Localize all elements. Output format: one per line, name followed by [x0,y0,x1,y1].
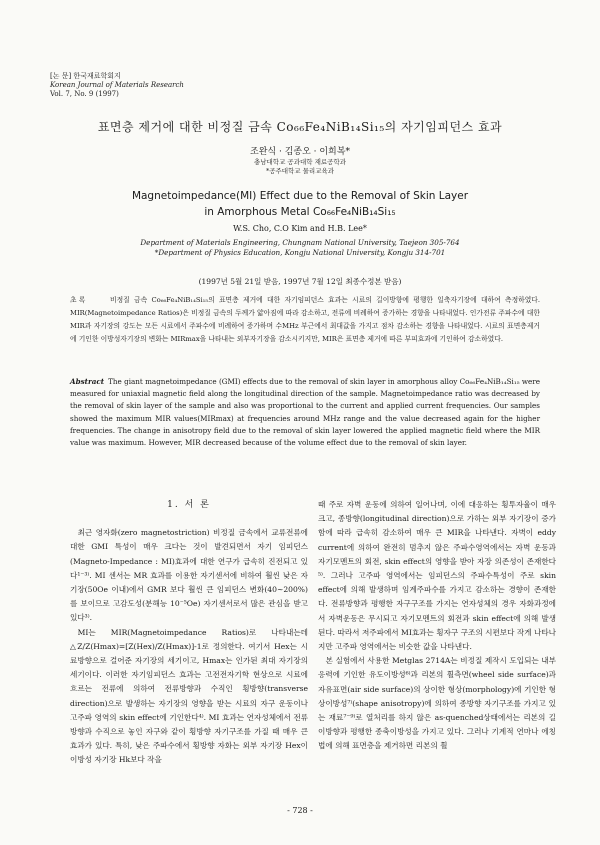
abstract-en-label: Abstract [70,377,105,386]
title-en-line2: in Amorphous Metal Co₆₆Fe₄NiB₁₄Si₁₅ [204,206,396,218]
journal-header-line3: Vol. 7, No. 9 (1997) [50,90,119,98]
page-number: - 728 - [287,806,313,815]
affiliations-korean [0,158,600,176]
affiliation-ko-1: 충남대학교 공과대학 재료공학과 [253,158,347,166]
authors-english: W.S. Cho, C.O Kim and H.B. Lee* [233,224,367,233]
abstract-en-text: The giant magnetoimpedance (GMI) effects due to the removal of skin layer in amorphous alloy Co₆₆Fe₄NiB₁₄Si₁₅ were measured for uniaxial magnetic field along the longitudinal direction of the sample. Magnetoimpedance ratio was decreased by the removal of skin layer of the sample and also was proportional to the current and applied current frequencies. Our samples showed the maximum MIR values(MIRmax) at frequencies around MHz range and the value decreased again for the higher frequencies. The change in anisotropy field due to the removal of skin layer lowered the applied magnetic field where the MIR value was maximum. However, MIR decreased because of the volume effect due to the removal of skin layer. [70,377,540,448]
affiliation-en-2: *Department of Physics Education, Kongju National University, Kongju 314-701 [154,248,446,257]
journal-header [50,72,184,99]
authors-korean: 조완식 · 김종오 · 이희복* [250,147,350,157]
abstract-ko-label: 초 록 [70,296,86,304]
title-english [0,188,600,220]
abstract-korean [70,294,540,346]
abstract-english [70,376,540,449]
body-column-left [70,498,308,768]
paragraph: 본 실험에서 사용한 Metglas 2714A는 비정질 제작시 도입되는 내부응력에 기인한 유도이방성⁶⁾과 리본의 휠측면(wheel side surface)과 자유표면(air side surface)의 상이한 형상(morphology)에 기인한 형상이방성⁷⁾(shape anisotropy)에 의하여 종방향 자기구조를 가지고 있는 재료⁷⁻⁹⁾로 열처리를 하지 않은 as-quenched상태에서는 리본의 길이방향과 평행한 종축이방성을 가지고 있다. 그러나 기계적 연마나 에칭법에 의해 표면층을 제거하면 리본의 휠 [318,656,556,751]
affiliations-english [0,238,600,258]
paragraph: MI는 MIR(Magnetoimpedance Ratios)로 나타내는데 △Z/Z(Hmax)=[Z(Hex)/Z(Hmax)]-1로 정의한다. 여기서 Hex는 시료방향으로 걸어준 자기장의 세기이고, Hmax는 인가된 최대 자기장의 세기이다. 이러한 자기임피던스 효과는 고전전자기학 현상으로 시료에 흐르는 전류에 의하여 전류방향과 수직인 횡방향(transverse direction)으로 발생하는 자기장의 영향을 받는 시료의 자구 운동이나 고주파 영역의 skin effect에 기인한다⁴⁾. MI 효과는 연자성체에서 전류방향과 수직으로 놓인 자구와 같이 횡방향 자기구조를 가질 때 매우 큰 효과가 있다. 특히, 낮은 주파수에서 횡방향 자화는 외부 자기장 Hex이 이방성 자기장 Hk보다 작을 [70,627,308,765]
title-korean: 표면층 제거에 대한 비정질 금속 Co₆₆Fe₄NiB₁₄Si₁₅의 자기임피던스 효과 [97,120,503,134]
journal-header-line2: Korean Journal of Materials Research [50,81,184,89]
paragraph: 때 주로 자벽 운동에 의하여 일어나며, 이에 대응하는 횡투자율이 매우 크고, 종방향(longitudinal direction)으로 가하는 외부 자기장이 증가함에 따라 급속히 감소하여 매우 큰 MIR을 나타낸다. 자벽이 eddy current에 의하여 완전히 멈추지 않은 주파수영역에서는 자벽 운동과 자기모멘트의 회전, skin effect의 영향을 받아 자장 의존성이 존재한다⁵⁾. 그러나 고주파 영역에서는 임피던스의 주파수특성이 주로 skin effect에 의해 발생하며 임계주파수를 가지고 감소하는 경향이 존재한다. 전류방향과 평행한 자구구조를 가지는 연자성체의 경우 자화과정에서 자벽운동은 무시되고 자기모멘트의 회전과 skin effect에 의해 발생된다. 따라서 저주파에서 MI효과는 횡자구 구조의 시편보다 작게 나타나지만 고주파 영역에서는 비슷한 값을 나타낸다. [318,500,556,652]
received-dates: (1997년 5월 21일 받음, 1997년 7월 12일 최종수정본 받음) [198,277,402,286]
abstract-ko-text: 비정질 금속 Co₆₆Fe₄NiB₁₄Si₁₅의 표면층 제거에 대한 자기임피던스 효과는 시료의 길이방향에 평행한 일축자기장에 대하여 측정하였다. MIR(Magnetoimpedance Ratios)은 비정질 금속의 두께가 얇아짐에 따라 감소하고, 전류에 비례하여 증가하는 경향을 나타내었다. 인가전류 주파수에 대한 MIR과 자기장의 강도는 모든 시료에서 주파수에 비례하여 증가하며 수MHz 부근에서 최대값을 가지고 점차 감소하는 경향을 나타내었다. 시료의 표면층제거에 기인한 이방성자기장의 변화는 MIRmax을 나타내는 외부자기장을 감소시키지만, MIR은 표면층 제거에 따른 부피효과에 기인하여 감소하였다. [70,296,540,343]
section-heading: 1. 서 론 [167,500,211,510]
affiliation-ko-2: *공주대학교 물리교육과 [265,167,335,175]
affiliation-en-1: Department of Materials Engineering, Chungnam National University, Taejeon 305-764 [140,238,460,247]
body-column-right [318,498,556,754]
title-en-line1: Magnetoimpedance(MI) Effect due to the Removal of Skin Layer [131,190,469,202]
paragraph: 최근 영자화(zero magnetostriction) 비정질 금속에서 교류전류에 대한 GMI 특성이 매우 크다는 것이 발견되면서 자기 임피던스(Magneto-Impedance : MI)효과에 대한 연구가 급속히 진전되고 있다¹⁻³⁾. MI 센서는 MR 효과를 이용한 자기센서에 비하여 훨씬 낮은 자기장(50Oe 이내)에서 GMR 보다 훨씬 큰 임피던스 변화(40∼200%)를 보이므로 고감도성(분해능 10⁻⁵Oe) 자기센서로서 많은 관심을 받고있다³⁾. [70,528,308,623]
journal-header-line1: [논 문] 한국재료학회지 [50,72,121,80]
